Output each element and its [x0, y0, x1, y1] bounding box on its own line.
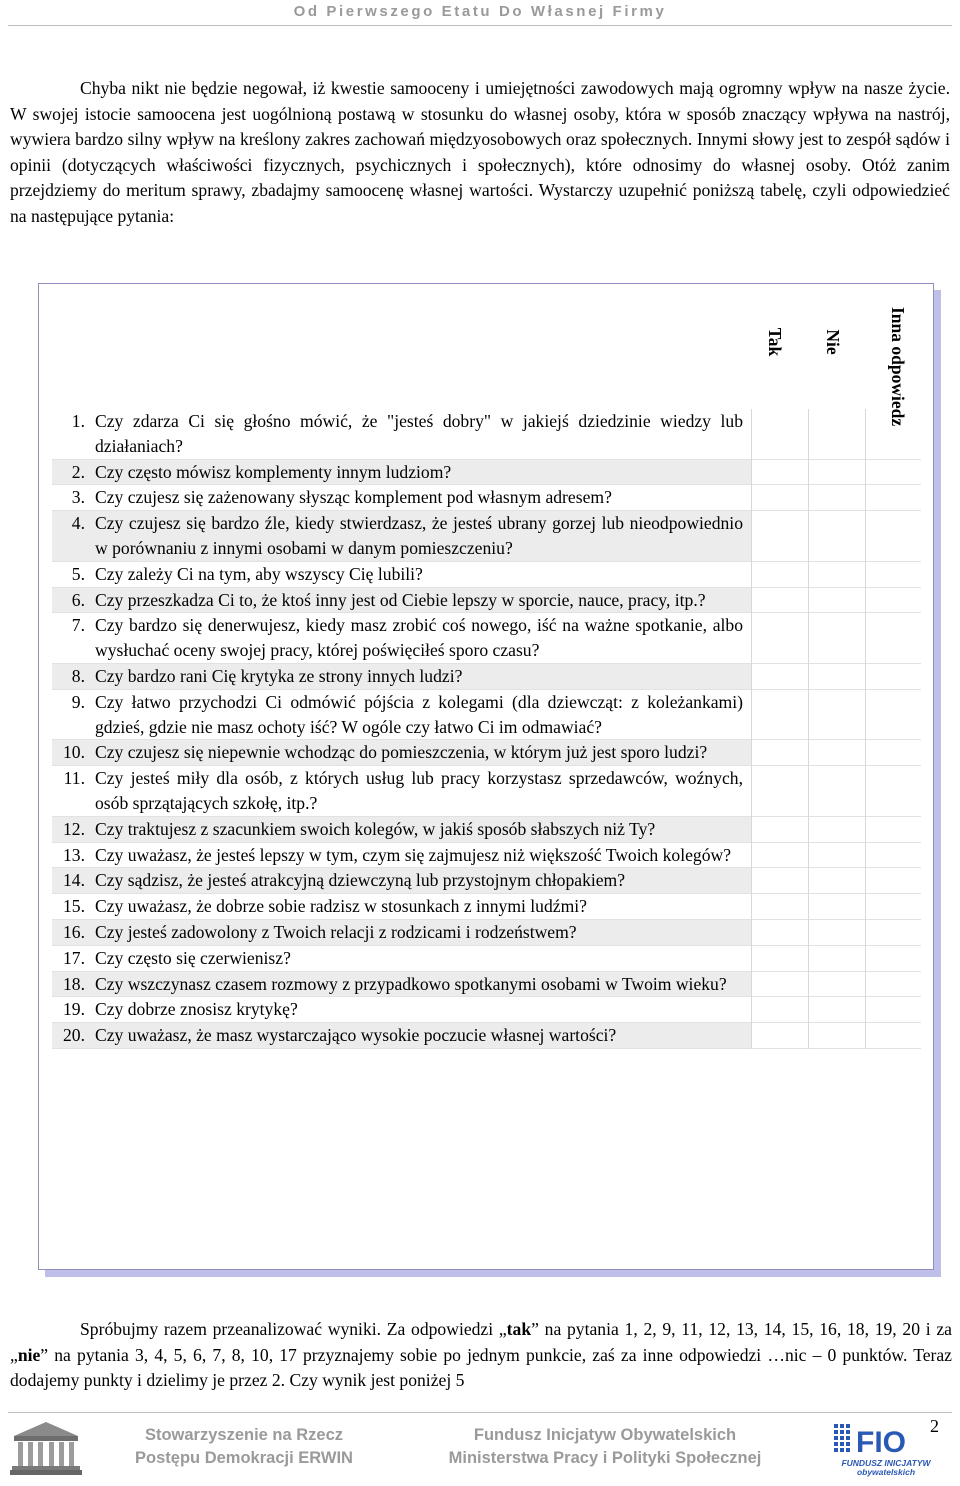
answer-cell-yes[interactable] — [752, 919, 809, 945]
answer-cell-yes[interactable] — [752, 459, 809, 485]
question-row — [52, 945, 921, 971]
answer-cell-other[interactable] — [866, 971, 922, 997]
footer-org-line2: Postępu Demokracji ERWIN — [135, 1449, 353, 1467]
column-header-other: Inna odpowiedz — [888, 307, 908, 427]
answer-cell-yes[interactable] — [752, 740, 809, 766]
answer-cell-other[interactable] — [866, 613, 922, 664]
answer-cell-other[interactable] — [866, 1023, 922, 1049]
answer-cell-no[interactable] — [809, 459, 866, 485]
question-row — [52, 919, 921, 945]
question-text: Czy bardzo rani Cię krytyka ze strony innych ludzi? — [95, 663, 752, 689]
question-text: Czy uważasz, że dobrze sobie radzisz w stosunkach z innymi ludźmi? — [95, 896, 587, 917]
question-row — [52, 894, 921, 920]
results-text-1: Spróbujmy razem przeanalizować wyniki. Za odpowiedzi „ — [80, 1319, 507, 1339]
question-text: Czy wszczynasz czasem rozmowy z przypadkowo spotkanymi osobami w Twoim wieku? — [95, 971, 752, 997]
question-number: 11. — [63, 768, 85, 789]
question-row — [52, 485, 921, 511]
question-text: Czy często się czerwienisz? — [95, 947, 291, 968]
temple-logo-icon — [10, 1418, 82, 1476]
question-number: 6. — [52, 587, 95, 613]
answer-cell-no[interactable] — [809, 613, 866, 664]
answer-cell-other[interactable] — [866, 842, 922, 868]
question-row — [52, 740, 921, 766]
results-text-3: ” na pytania 3, 4, 5, 6, 7, 8, 10, 17 przyznajemy sobie po jednym punkcie, zaś za inne odpowiedzi …nic – 0 punktów. Teraz dodajemy punkty i dzielimy je przez 2. Czy wynik jest poniżej 5 — [10, 1344, 952, 1390]
answer-cell-no[interactable] — [809, 842, 866, 868]
question-number: 3. — [71, 487, 85, 508]
question-number: 15. — [63, 896, 85, 917]
question-text: Czy sądzisz, że jesteś atrakcyjną dziewczyną lub przystojnym chłopakiem? — [95, 868, 752, 894]
answer-cell-no[interactable] — [809, 485, 866, 511]
answer-cell-no[interactable] — [809, 561, 866, 587]
answer-cell-yes[interactable] — [752, 945, 809, 971]
answer-cell-other[interactable] — [866, 689, 922, 740]
question-number: 13. — [63, 844, 85, 865]
question-text: Czy zależy Ci na tym, aby wszyscy Cię lubili? — [95, 563, 423, 584]
question-number: 8. — [52, 663, 95, 689]
question-row — [52, 561, 921, 587]
question-text: Czy dobrze znosisz krytykę? — [95, 999, 298, 1020]
question-row — [52, 842, 921, 868]
answer-cell-no[interactable] — [809, 511, 866, 562]
question-text: Czy czujesz się bardzo źle, kiedy stwierdzasz, że jesteś ubrany gorzej lub nieodpowiednio w porównaniu z innymi osobami w danym pomieszczeniu? — [95, 511, 752, 562]
question-row — [52, 663, 921, 689]
question-row — [52, 459, 921, 485]
question-text: Czy uważasz, że masz wystarczająco wysokie poczucie własnej wartości? — [95, 1023, 752, 1049]
results-paragraph — [10, 1317, 952, 1394]
question-number: 18. — [52, 971, 95, 997]
question-number: 7. — [71, 615, 85, 636]
answer-cell-other[interactable] — [866, 511, 922, 562]
question-number: 5. — [71, 563, 85, 584]
question-text: Czy uważasz, że jesteś lepszy w tym, czym się zajmujesz niż większość Twoich kolegów? — [95, 844, 732, 865]
running-header: Od Pierwszego Etatu Do Własnej Firmy — [293, 3, 667, 20]
question-text: Czy przeszkadza Ci to, że ktoś inny jest od Ciebie lepszy w sporcie, nauce, pracy, itp.? — [95, 587, 752, 613]
questions-table — [52, 409, 921, 1049]
answer-cell-other[interactable] — [866, 997, 922, 1023]
footer-fund-line1: Fundusz Inicjatyw Obywatelskich — [473, 1426, 737, 1444]
results-emph-nie: nie — [17, 1344, 41, 1365]
question-number: 12. — [52, 816, 95, 842]
question-number: 16. — [52, 919, 95, 945]
answer-cell-other[interactable] — [866, 868, 922, 894]
answer-cell-no[interactable] — [809, 663, 866, 689]
answer-cell-yes[interactable] — [752, 689, 809, 740]
question-text: Czy bardzo się denerwujesz, kiedy masz zrobić coś nowego, iść na ważne spotkanie, albo wysłuchać oceny swojej pracy, której poświęciłeś sporo czasu? — [95, 615, 743, 661]
answer-cell-yes[interactable] — [752, 997, 809, 1023]
answer-cell-other[interactable] — [866, 459, 922, 485]
answer-cell-yes[interactable] — [752, 613, 809, 664]
answer-cell-no[interactable] — [809, 766, 866, 817]
question-text: Czy często mówisz komplementy innym ludziom? — [95, 459, 752, 485]
answer-cell-yes[interactable] — [752, 511, 809, 562]
answer-cell-no[interactable] — [809, 894, 866, 920]
answer-cell-no[interactable] — [809, 1023, 866, 1049]
question-row — [52, 971, 921, 997]
question-row — [52, 689, 921, 740]
answer-cell-yes[interactable] — [752, 409, 809, 459]
question-row — [52, 409, 921, 459]
fio-sub-line2: obywatelskich — [856, 1467, 916, 1477]
results-text-2: ” na pytania 1, 2, 9, 11, 12, 13, 14, 15, 16, 18, 19, 20 i za „ — [10, 1319, 952, 1365]
answer-cell-other[interactable] — [866, 587, 922, 613]
answer-cell-yes[interactable] — [752, 766, 809, 817]
question-text: Czy łatwo przychodzi Ci odmówić pójścia z kolegami (dla dziewcząt: z koleżankami) gdzieś, gdzie nie masz ochoty iść? W ogóle czy łatwo Ci im odmawiać? — [95, 691, 743, 737]
results-emph-tak: tak — [506, 1319, 532, 1339]
question-number: 9. — [71, 691, 85, 712]
answer-cell-yes[interactable] — [752, 587, 809, 613]
answer-cell-other[interactable] — [866, 766, 922, 817]
footer-divider — [8, 1412, 952, 1413]
answer-cell-no[interactable] — [809, 689, 866, 740]
question-number: 1. — [71, 411, 85, 431]
question-text: Czy czujesz się niepewnie wchodząc do pomieszczenia, w którym już jest sporo ludzi? — [95, 740, 752, 766]
question-row — [52, 816, 921, 842]
answer-cell-no[interactable] — [809, 816, 866, 842]
answer-cell-no[interactable] — [809, 971, 866, 997]
column-header-no: Nie — [823, 329, 843, 355]
question-text: Czy zdarza Ci się głośno mówić, że "jesteś dobry" w jakiejś dziedzinie wiedzy lub działaniach? — [95, 411, 743, 456]
answer-cell-no[interactable] — [809, 945, 866, 971]
answer-cell-no[interactable] — [809, 868, 866, 894]
question-row — [52, 766, 921, 817]
answer-cell-no[interactable] — [809, 997, 866, 1023]
page-number: 2 — [930, 1416, 939, 1436]
question-number: 19. — [63, 999, 85, 1020]
answer-cell-other[interactable] — [866, 485, 922, 511]
question-number: 14. — [52, 868, 95, 894]
answer-cell-other[interactable] — [866, 894, 922, 920]
footer-fund-name — [430, 1424, 780, 1470]
question-number: 4. — [52, 511, 95, 562]
answer-cell-other[interactable] — [866, 663, 922, 689]
fio-sub-line1: FUNDUSZ INICJATYW — [841, 1458, 931, 1468]
header-divider — [8, 25, 952, 26]
question-number: 2. — [52, 459, 95, 485]
answer-cell-other[interactable] — [866, 409, 922, 459]
question-number: 17. — [63, 947, 85, 968]
fio-logo-subtitle — [834, 1459, 938, 1477]
column-header-yes: Tak — [765, 327, 785, 357]
answer-cell-no[interactable] — [809, 919, 866, 945]
answer-cell-other[interactable] — [866, 561, 922, 587]
question-text: Czy jesteś zadowolony z Twoich relacji z rodzicami i rodzeństwem? — [95, 919, 752, 945]
footer-org-name — [118, 1424, 370, 1470]
answer-cell-yes[interactable] — [752, 663, 809, 689]
footer-org-line1: Stowarzyszenie na Rzecz — [144, 1426, 344, 1444]
answer-cell-other[interactable] — [866, 945, 922, 971]
question-row — [52, 997, 921, 1023]
question-text: Czy traktujesz z szacunkiem swoich kolegów, w jakiś sposób słabszych niż Ty? — [95, 816, 752, 842]
answer-cell-other[interactable] — [866, 919, 922, 945]
question-number: 20. — [52, 1023, 95, 1049]
question-text: Czy jesteś miły dla osób, z których usług lub pracy korzystasz sprzedawców, woźnych, osób sprzątających szkołę, itp.? — [95, 768, 743, 813]
answer-cell-yes[interactable] — [752, 485, 809, 511]
answer-cell-no[interactable] — [809, 587, 866, 613]
answer-cell-other[interactable] — [866, 816, 922, 842]
answer-cell-yes[interactable] — [752, 868, 809, 894]
question-text: Czy czujesz się zażenowany słysząc komplement pod własnym adresem? — [95, 487, 612, 508]
answer-cell-other[interactable] — [866, 740, 922, 766]
question-row — [52, 613, 921, 664]
answer-cell-yes[interactable] — [752, 971, 809, 997]
fio-logo-letters: FIO — [856, 1426, 906, 1459]
answer-cell-no[interactable] — [809, 740, 866, 766]
question-row — [52, 587, 921, 613]
answer-cell-yes[interactable] — [752, 816, 809, 842]
question-row — [52, 868, 921, 894]
answer-cell-no[interactable] — [809, 409, 866, 459]
answer-cell-yes[interactable] — [752, 894, 809, 920]
footer-fund-line2: Ministerstwa Pracy i Polityki Społecznej — [448, 1449, 762, 1467]
answer-cell-yes[interactable] — [752, 842, 809, 868]
question-row — [52, 1023, 921, 1049]
answer-cell-yes[interactable] — [752, 1023, 809, 1049]
question-row — [52, 511, 921, 562]
answer-cell-yes[interactable] — [752, 561, 809, 587]
intro-paragraph: Chyba nikt nie będzie negował, iż kwestie samooceny i umiejętności zawodowych mają ogromny wpływ na nasze życie. W swojej istocie samoocena jest uogólnioną postawą w stosunku do własnej osoby, która w sposób znaczący wpływa na nastrój, wywiera bardzo silny wpływ na kreślony zakres zachowań międzyosobowych oraz społecznych. Innymi słowy jest to zespół sądów i opinii (dotyczących właściwości fizycznych, psychicznych i społecznych), które odnosimy do własnej osoby. Otóż zanim przejdziemy do meritum sprawy, zbadajmy samoocenę własnej wartości. Wystarczy uzupełnić poniższą tabelę, czyli odpowiedzieć na następujące pytania: — [10, 78, 950, 226]
question-number: 10. — [52, 740, 95, 766]
